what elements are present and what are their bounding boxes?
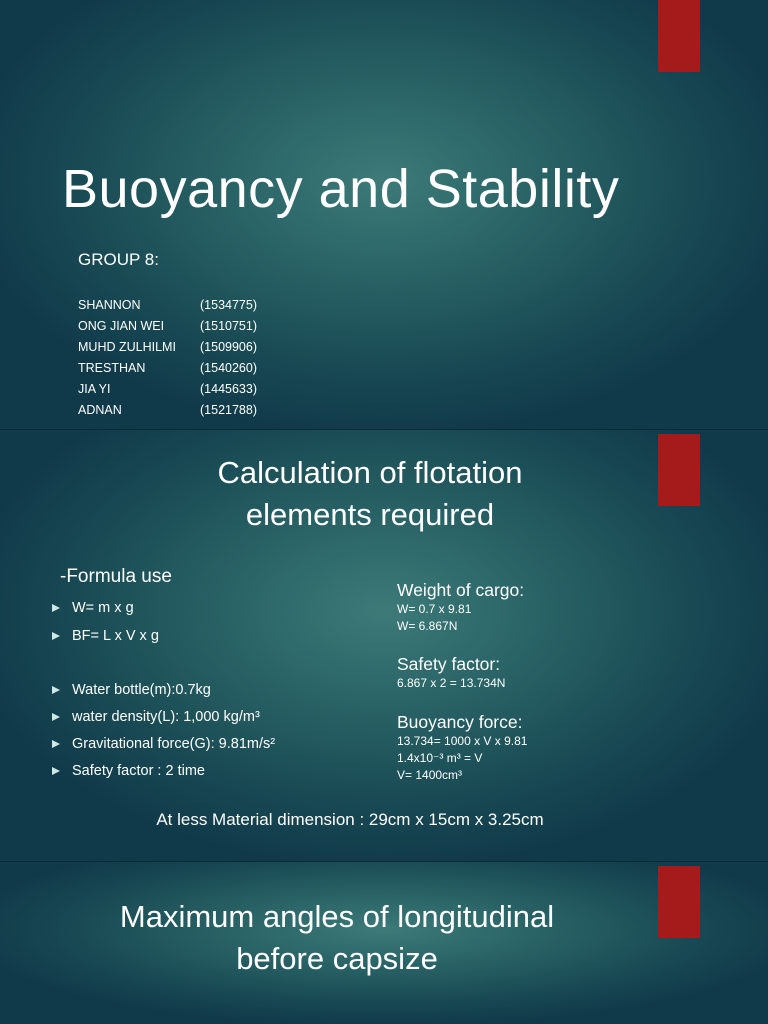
member-id: (1445633) [200,382,257,396]
given-text: Safety factor : 2 time [72,763,205,779]
triangle-bullet-icon [52,713,60,721]
member-row [78,379,278,400]
slide-2 [0,430,768,862]
calc-line: 13.734= 1000 x V x 9.81 [397,734,528,748]
given-text: Gravitational force(G): 9.81m/s² [72,736,276,752]
list-item [52,761,275,788]
slide-1 [0,0,768,430]
slide-title [0,452,740,536]
member-name: ADNAN [78,403,122,417]
member-id: (1510751) [200,319,257,333]
calc-line: 6.867 x 2 = 13.734N [397,676,506,690]
triangle-bullet-icon [52,740,60,748]
list-item [52,626,159,654]
slide-3 [0,862,768,1024]
calc-line: W= 6.867N [397,619,458,633]
member-name: ONG JIAN WEI [78,319,165,333]
triangle-bullet-icon [52,632,60,640]
title-line: Calculation of flotation [217,455,523,490]
list-item [52,598,159,626]
member-name: JIA YI [78,382,111,396]
member-row [78,316,278,337]
member-id: (1509906) [200,340,257,354]
slide-title: Buoyancy and Stability [62,159,620,219]
list-item [52,680,275,707]
buoyancy-calculation [397,711,527,784]
member-id: (1534775) [200,298,257,312]
formula-text: BF= L x V x g [72,628,159,644]
given-list [52,680,275,788]
triangle-bullet-icon [52,604,60,612]
accent-tab [658,0,700,72]
member-name: MUHD ZULHILMI [78,340,176,354]
title-line: elements required [245,497,495,532]
calc-heading: Weight of cargo: [397,580,525,600]
slide-title [0,896,674,980]
member-row [78,400,278,421]
triangle-bullet-icon [52,686,60,694]
title-line: Maximum angles of longitudinal [119,899,555,934]
title-line: before capsize [236,941,438,976]
weight-calculation [397,579,524,635]
member-id: (1540260) [200,361,257,375]
calc-heading: Buoyancy force: [397,712,523,732]
calc-heading: Safety factor: [397,654,501,674]
safety-calculation [397,653,505,692]
member-name: SHANNON [78,298,141,312]
triangle-bullet-icon [52,767,60,775]
calc-line: 1.4x10⁻³ m³ = V [397,751,483,765]
member-name: TRESTHAN [78,361,146,375]
member-list [78,295,278,421]
list-item [52,707,275,734]
calc-line: V= 1400cm³ [397,768,463,782]
given-text: water density(L): 1,000 kg/m³ [72,709,260,725]
material-dimension: At less Material dimension : 29cm x 15cm x 3.25cm [156,810,544,829]
member-row [78,358,278,379]
group-label: GROUP 8: [78,250,159,269]
member-row [78,337,278,358]
member-row [78,295,278,316]
formula-text: W= m x g [72,600,134,616]
formula-heading: -Formula use [60,566,172,587]
formula-list [52,598,159,654]
given-text: Water bottle(m):0.7kg [72,682,211,698]
calc-line: W= 0.7 x 9.81 [397,602,472,616]
member-id: (1521788) [200,403,257,417]
list-item [52,734,275,761]
